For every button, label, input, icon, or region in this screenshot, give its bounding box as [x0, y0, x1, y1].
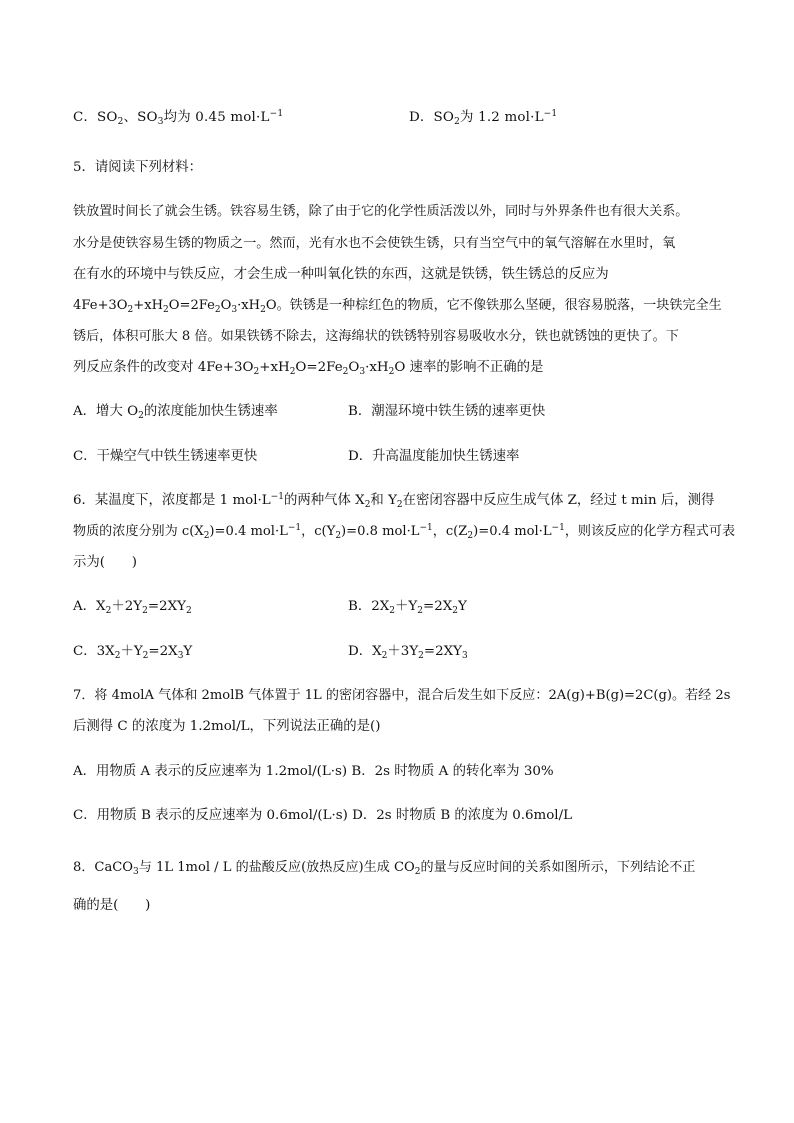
q5-para-line: 列反应条件的改变对 $4Fe+3O_2+xH_2O=2Fe_2O_3\cdot xH_2O$ 速率的影响不正确的是	[73, 360, 544, 377]
q4-option-c: C．$SO_2$、$SO_3$均为 0.45 $mol\cdot L^{-1}$	[73, 109, 284, 127]
q7-options-ab: A．用物质 A 表示的反应速率为 1.2mol/(L·s) B．2s 时物质 A 的转化率为 30%	[73, 764, 554, 779]
q5-heading: 5．请阅读下列材料：	[73, 160, 203, 175]
q7-stem-line: 7．将 4molA 气体和 2molB 气体置于 1L 的密闭容器中，混合后发生如下反应：2A(g)+B(g)=2C(g)。若经 2s	[73, 688, 731, 703]
q5-option-c: C．干燥空气中铁生锈速率更快	[73, 449, 258, 464]
q5-option-d: D．升高温度能加快生锈速率	[348, 449, 520, 464]
q7-options-cd: C．用物质 B 表示的反应速率为 0.6mol/(L·s) D．2s 时物质 B 的浓度为 0.6mol/L	[73, 808, 572, 823]
q5-para-line: 在有水的环境中与铁反应，才会生成一种叫氧化铁的东西，这就是铁锈，铁生锈总的反应为	[73, 267, 609, 282]
q8-stem-line: 8．CaCO$_3$与 1L 1mol / L 的盐酸反应(放热反应)生成 $CO_2$的量与反应时间的关系如图所示，下列结论不正	[73, 860, 696, 877]
q5-option-a: A．增大 $O_2$的浓度能加快生锈速率	[73, 404, 278, 421]
q6-option-b: B．$2X_2+Y_2=2X_2Y$	[348, 599, 467, 616]
q5-para-line: 水分是使铁容易生锈的物质之一。然而，光有水也不会使铁生锈，只有当空气中的氧气溶解在水里时，氧	[73, 236, 676, 251]
q5-para-line: 铁放置时间长了就会生锈。铁容易生锈，除了由于它的化学性质活泼以外，同时与外界条件也有很大关系。	[73, 204, 689, 219]
q8-stem-line: 确的是( )	[73, 898, 151, 913]
q6-option-c: C．$3X_2+Y_2=2X_3Y$	[73, 644, 193, 661]
q5-para-line: $4Fe+3O_2+xH_2O=2Fe_2O_3\cdot xH_2O$。铁锈是一种棕红色的物质，它不像铁那么坚硬，很容易脱落，一块铁完全生	[73, 298, 722, 315]
q5-option-b: B．潮湿环境中铁生锈的速率更快	[348, 404, 546, 419]
q6-option-d: D．$X_2+3Y_2=2XY_3$	[348, 644, 468, 661]
q6-stem-line: 物质的浓度分别为 $c(X_2)=0.4$ $mol\cdot L^{-1}$，$c(Y_2)=0.8$ $mol\cdot L^{-1}$，$c(Z_2)=0.4$ $mol\cdot L^{-1}$，则该反应的化学方程式可表	[73, 523, 736, 541]
q6-stem-line: 示为( )	[73, 555, 138, 570]
q4-option-d: D．$SO_2$为 1.2 $mol\cdot L^{-1}$	[409, 109, 558, 127]
q7-stem-line: 后测得 C 的浓度为 1.2mol/L，下列说法正确的是()	[73, 719, 381, 734]
q5-para-line: 锈后，体积可胀大 8 倍。如果铁锈不除去，这海绵状的铁锈特别容易吸收水分，铁也就锈蚀的更快了。下	[73, 329, 679, 344]
q6-stem-line: 6．某温度下，浓度都是 1 $mol\cdot L^{-1}$的两种气体 $X_2$和 $Y_2$在密闭容器中反应生成气体 Z，经过 t min 后，测得	[73, 492, 715, 510]
q6-option-a: A．$X_2+2Y_2=2XY_2$	[73, 599, 192, 616]
